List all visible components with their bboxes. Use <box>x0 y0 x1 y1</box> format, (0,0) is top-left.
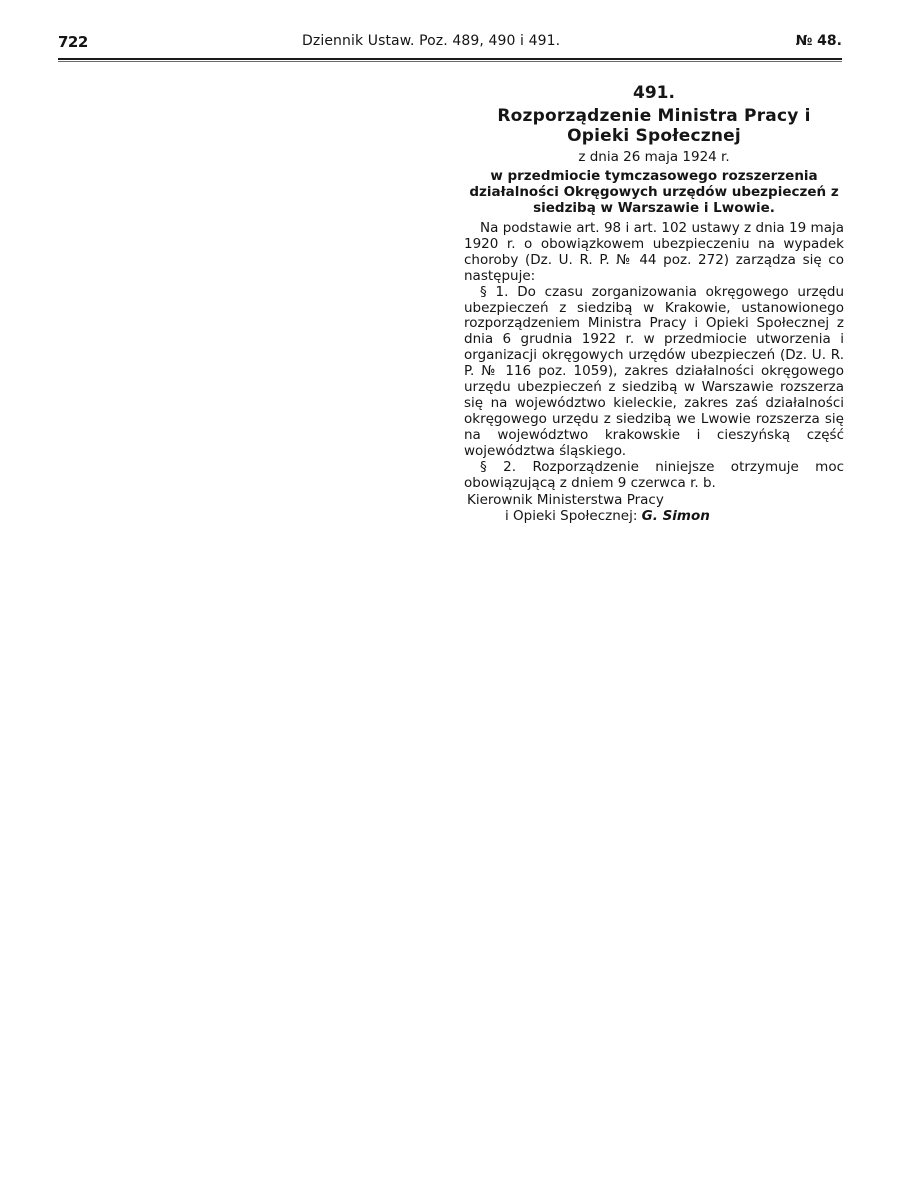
act-intro-paragraph: Na podstawie art. 98 i art. 102 ustawy z dnia 19 maja 1920 r. o obowiązkowem ubezpieczeniu na wypadek choroby (Dz. U. R. P. № 44 poz. 272) zarządza się co następuje: <box>464 220 844 284</box>
signature-office: i Opieki Społecznej: <box>505 508 638 525</box>
page-header <box>58 33 842 55</box>
section-2-paragraph: § 2. Rozporządzenie niniejsze otrzymuje moc obowiązującą z dniem 9 czerwca r. b. <box>464 458 844 491</box>
signature-title: Kierownik Ministerstwa Pracy <box>467 492 664 509</box>
act-subject: w przedmiocie tymczasowego rozszerzenia działalności Okręgowych urzędów ubezpieczeń z siedzibą w Warszawie i Lwowie. <box>469 168 839 216</box>
act-number: 491. <box>633 83 675 103</box>
act-column <box>464 82 844 524</box>
act-date: z dnia 26 maja 1924 r. <box>578 149 730 165</box>
section-1-paragraph: § 1. Do czasu zorganizowania okręgowego urzędu ubezpieczeń z siedzibą w Krakowie, ustanowionego rozporządzeniem Ministra Pracy i Opieki Społecznej z dnia 6 grudnia 1922 r. w przedmiocie utworzenia i organizacji okręgowych urzędów ubezpieczeń (Dz. U. R. P. № 116 poz. 1059), zakres działalności okręgowego urzędu ubezpieczeń z siedzibą w Warszawie rozszerza się na województwo kieleckie, zakres zaś działalności okręgowego urzędu z siedzibą we Lwowie rozszerza się na województwo krakowskie i cieszyńską część województwa śląskiego. <box>464 283 844 459</box>
running-title: Dziennik Ustaw. Poz. 489, 490 i 491. <box>302 33 561 49</box>
signatory-name: G. Simon <box>641 508 710 525</box>
issue-number: № 48. <box>795 33 842 49</box>
signature-line <box>464 508 844 524</box>
signature-block <box>464 492 844 524</box>
header-rule-thin <box>58 61 842 62</box>
page-number: 722 <box>58 33 88 51</box>
act-title: Rozporządzenie Ministra Pracy i Opieki Społecznej <box>497 106 811 146</box>
header-rule <box>58 58 842 60</box>
